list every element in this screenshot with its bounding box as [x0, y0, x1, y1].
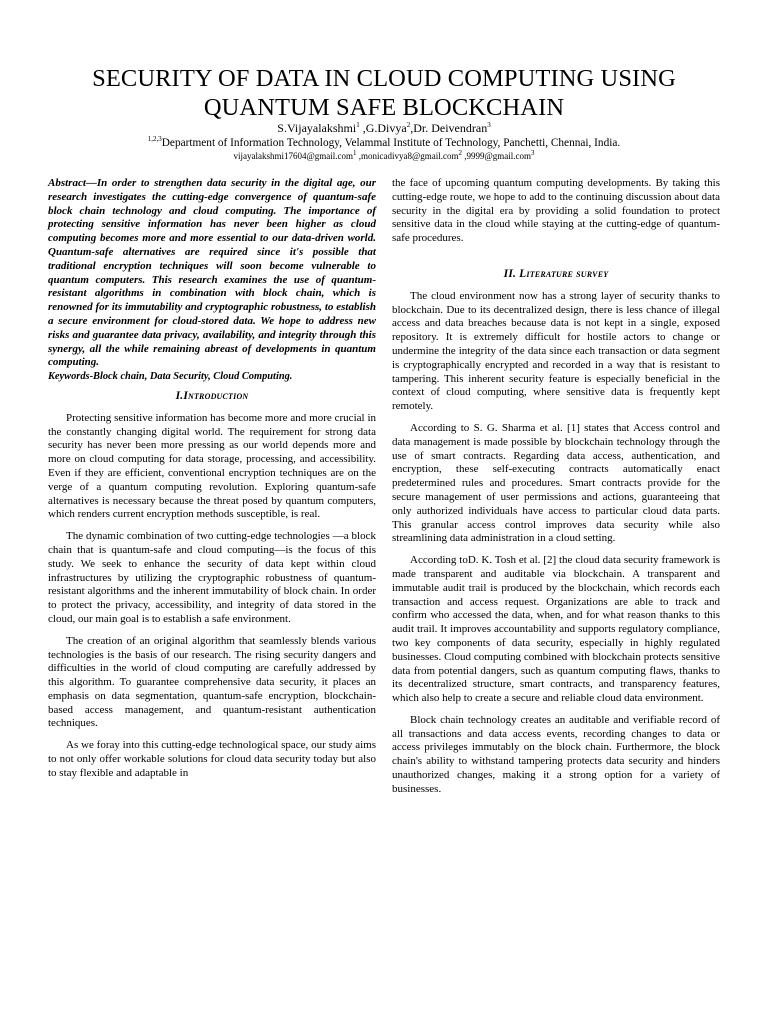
introduction-heading: I.Introduction: [175, 389, 249, 402]
literature-survey-heading: II. Literature survey: [503, 267, 609, 280]
lit-paragraph-1: The cloud environment now has a strong layer of security thanks to blockchain. Due to its decentralized design, there is less chance of illegal access and data breaches because data is not kept in a single, exposed repository. It is extremely difficult for hostile actors to change or undermine the integrity of the data since each transaction or data segment is cryptographically encrypted and recorded in a way that is resistant to tampering. This inherent security feature is especially beneficial in the context of cloud computing, where sensitive data is frequently kept remotely.: [392, 289, 720, 413]
email-3: ,9999@gmail.com: [464, 151, 532, 161]
author-1: S.Vijayalakshmi: [277, 121, 357, 135]
affiliation-text: Department of Information Technology, Velammal Institute of Technology, Panchetti, Chennai, India.: [161, 137, 621, 149]
keywords-line: Keywords-Block chain, Data Security, Cloud Computing.: [48, 371, 293, 383]
paper-title: [40, 64, 728, 122]
author-1-marker: 1: [356, 121, 360, 129]
intro-continuation-paragraph: the face of upcoming quantum computing developments. By taking this cutting-edge route, we hope to add to the continuing discussion about data security in the digital era by providing a solid foundation to protect sensitive data in the cloud while staying at the cutting-edge of quantum-safe procedures.: [392, 177, 720, 245]
intro-paragraph-4: As we foray into this cutting-edge technological space, our study aims to not only offer workable solutions for cloud data security today but also to stay flexible and adaptable in: [48, 739, 376, 779]
email-3-marker: 3: [531, 149, 535, 157]
author-3-marker: 3: [487, 121, 491, 129]
affiliation: [40, 137, 728, 150]
intro-paragraph-1: Protecting sensitive information has become more and more crucial in the constantly changing digital world. The requirement for strong data security has never been more pressing as our world depends more and more on cloud computing for data storage, processing, and accessibility. Even if they are efficient, conventional encryption techniques are on the verge of a quantum computing revolution. Exploring quantum-safe alternatives is necessary because the threat posed by quantum computers, which renders current encryption methods susceptible, is real.: [48, 411, 376, 521]
email-2: ,monicadivya8@gmail.com: [358, 151, 459, 161]
title-line-2: QUANTUM SAFE BLOCKCHAIN: [203, 94, 565, 121]
right-column: [392, 177, 720, 805]
affiliation-marker: 1,2,3: [147, 135, 162, 144]
author-emails: [40, 151, 728, 162]
email-1-marker: 1: [352, 149, 357, 157]
author-3: ,Dr. Deivendran: [410, 121, 488, 135]
author-2: ,G.Divya: [362, 121, 407, 135]
lit-paragraph-2: According to S. G. Sharma et al. [1] states that Access control and data management is made possible by blockchain technology through the use of smart contracts. Regarding data access, authentication, and encryption, these self-executing contracts automatically enact predetermined rules and procedures. Smart contracts provide for the secure management of user permissions and actions, guaranteeing that only authorized individuals have access to particular cloud data parts. This granular access control improves data security while also streamlining data administration in a cloud setting.: [392, 421, 720, 545]
email-2-marker: 2: [458, 149, 462, 157]
abstract-paragraph: Abstract—In order to strengthen data security in the digital age, our research investigates the cutting-edge convergence of quantum-safe block chain technology and cloud computing. The importance of protecting sensitive information has never been higher as cloud computing becomes more and more essential to our data-driven world. Quantum-safe alternatives are required since it's possible that traditional encryption techniques will soon become vulnerable to quantum computers. This research examines the use of quantum-resistant algorithms in combination with block chain, which is renowned for its immutability and cryptographic robustness, to establish a secure environment for cloud-stored data. We hope to address new risks and guarantee data privacy, availability, and integrity through this synergy, all the while remaining abreast of developments in quantum computing.: [48, 177, 376, 369]
section-spacer: [392, 254, 720, 264]
email-1: vijayalakshmi17604@gmail.com: [233, 151, 353, 161]
title-line-1: SECURITY OF DATA IN CLOUD COMPUTING USING: [92, 65, 676, 92]
lit-paragraph-3: According toD. K. Tosh et al. [2] the cloud data security framework is made transparent and auditable via blockchain. A transparent and immutable audit trail is produced by the blockchain, which records each transaction and access request. Organizations are able to track and confirm who accessed the data, when, and for what reason thanks to this audit trail. It improves accountability and supports regulatory compliance, two key components of data security, especially in highly regulated businesses. Cloud computing combined with blockchain protects sensitive data from potential dangers, such as quantum computing flaws, thanks to its decentralized structure, smart contracts, and transparency features, which also help to create a secure and reliable cloud data environment.: [392, 554, 720, 705]
author-list: [40, 121, 728, 135]
intro-paragraph-2: The dynamic combination of two cutting-edge technologies —a block chain that is quantum-safe and cloud computing—is the focus of this study. We seek to enhance the security of data kept within cloud infrastructures by utilizing the cryptographic robustness of quantum-resistant algorithms and the inherent immutability of block chain. In order to protect the privacy, accessibility, and integrity of data stored in the cloud, our main goal is to establish a safe environment.: [48, 530, 376, 625]
intro-paragraph-3: The creation of an original algorithm that seamlessly blends various technologies is the basis of our research. The rising security dangers and difficulties in the world of cloud computing are carefully addressed by this algorithm. To guarantee comprehensive data security, it places an emphasis on data segmentation, quantum-safe encryption, blockchain-based access management, and quantum-resistant authentication techniques.: [48, 634, 376, 730]
lit-paragraph-4: Block chain technology creates an auditable and verifiable record of all transactions and data access events, recording changes to data or access privileges immutably on the block chain. Furthermore, the block chain's ability to withstand tampering protects data security and hinders unauthorized changes, making it a strong option for a variety of businesses.: [392, 713, 720, 795]
left-column: [48, 177, 376, 789]
author-2-marker: 2: [406, 121, 411, 129]
